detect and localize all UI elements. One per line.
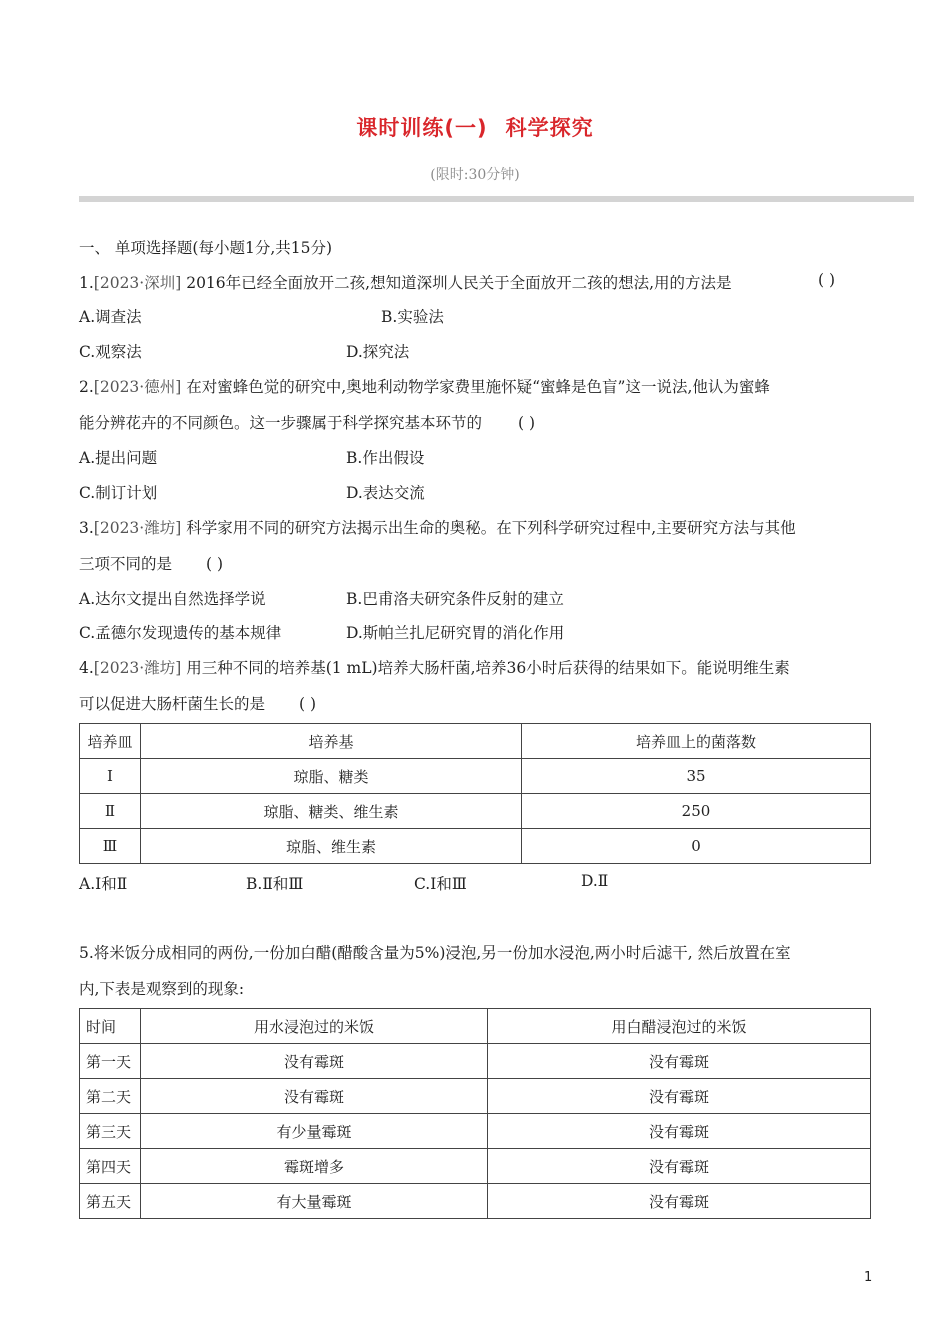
table-cell: 0 [522,829,871,864]
q4-option-b: B.Ⅱ和Ⅲ [246,875,304,893]
table-cell: 没有霉斑 [488,1079,871,1114]
q3-option-d: D.斯帕兰扎尼研究胃的消化作用 [346,624,565,642]
table-cell: 琼脂、维生素 [141,829,522,864]
q5-stem-line2: 内,下表是观察到的现象: [79,980,245,998]
page-number: 1 [864,1270,873,1285]
q1-stem [79,271,874,293]
q4-option-a: A.Ⅰ和Ⅱ [79,875,128,893]
q4-stem-line1 [79,656,874,678]
q1-option-d: D.探究法 [346,343,410,361]
table-row [80,759,871,794]
table-header-row [80,1009,871,1044]
time-limit: (限时:30分钟) [430,167,520,183]
q5-number: 5. [79,944,94,962]
q2-number: 2. [79,378,94,396]
q3-text-1: 科学家用不同的研究方法揭示出生命的奥秘。在下列科学研究过程中,主要研究方法与其他 [186,519,796,537]
table-cell: 第二天 [80,1079,141,1114]
q1-text: 2016年已经全面放开二孩,想知道深圳人民关于全面放开二孩的想法,用的方法是 [186,274,732,292]
table-cell: 35 [522,759,871,794]
q1-source: [2023·深圳] [93,274,182,292]
table-cell: 没有霉斑 [141,1079,488,1114]
table-cell: 250 [522,794,871,829]
q4-answer-paren: ( ) [299,695,317,713]
q1-option-b: B.实验法 [381,308,444,326]
table-cell: Ⅱ [80,794,141,829]
q2-stem-line2 [79,411,874,433]
table-cell: 没有霉斑 [488,1149,871,1184]
table-cell: 没有霉斑 [488,1184,871,1219]
table-row [80,794,871,829]
table-cell: 第四天 [80,1149,141,1184]
q3-option-c: C.孟德尔发现遗传的基本规律 [79,624,282,642]
table-row [80,1149,871,1184]
q2-answer-paren: ( ) [518,414,536,432]
section-heading: 一、 单项选择题(每小题1分,共15分) [79,239,333,257]
table-cell: 霉斑增多 [141,1149,488,1184]
q2-source: [2023·德州] [93,378,182,396]
table-cell: 没有霉斑 [488,1044,871,1079]
q1-option-c: C.观察法 [79,343,142,361]
q3-stem-line2 [79,552,874,574]
q5-text-1: 将米饭分成相同的两份,一份加白醋(醋酸含量为5%)浸泡,另一份加水浸泡,两小时后滤干, 然后放置在室 [93,944,791,962]
q2-text-2: 能分辨花卉的不同颜色。这一步骤属于科学探究基本环节的 [79,414,483,432]
q3-option-a: A.达尔文提出自然选择学说 [79,590,266,608]
table-cell: 有少量霉斑 [141,1114,488,1149]
q3-answer-paren: ( ) [206,555,224,573]
table-header-cell: 培养皿 [80,724,141,759]
header-divider [79,196,914,202]
q1-number: 1. [79,274,94,292]
title-topic: 科学探究 [505,116,594,140]
q4-option-c: C.Ⅰ和Ⅲ [414,875,467,893]
table-header-cell: 用白醋浸泡过的米饭 [488,1009,871,1044]
table-cell: 第五天 [80,1184,141,1219]
table-cell: 有大量霉斑 [141,1184,488,1219]
table-cell: 第三天 [80,1114,141,1149]
q2-option-d: D.表达交流 [346,484,425,502]
q2-option-c: C.制订计划 [79,484,158,502]
q3-text-2: 三项不同的是 [79,555,173,573]
table-header-cell: 培养基 [141,724,522,759]
table-cell: 没有霉斑 [488,1114,871,1149]
table-cell: 琼脂、糖类 [141,759,522,794]
q4-number: 4. [79,659,94,677]
page-title [0,112,950,142]
table-cell: 第一天 [80,1044,141,1079]
q4-option-d: D.Ⅱ [581,872,609,890]
table-row [80,1079,871,1114]
q4-table [79,723,871,864]
q4-source: [2023·潍坊] [93,659,182,677]
q1-answer-paren: ( ) [818,271,836,289]
table-cell: Ⅲ [80,829,141,864]
q2-stem-line1 [79,375,874,397]
q1-option-a: A.调查法 [79,308,142,326]
table-cell: 没有霉斑 [141,1044,488,1079]
q5-table [79,1008,871,1219]
table-row [80,829,871,864]
q3-option-b: B.巴甫洛夫研究条件反射的建立 [346,590,564,608]
table-header-cell: 时间 [80,1009,141,1044]
q3-source: [2023·潍坊] [93,519,182,537]
table-cell: 琼脂、糖类、维生素 [141,794,522,829]
q4-stem-line2 [79,692,874,714]
q3-number: 3. [79,519,94,537]
table-row [80,1184,871,1219]
q3-stem-line1 [79,516,874,538]
table-row [80,1044,871,1079]
table-row [80,1114,871,1149]
q2-text-1: 在对蜜蜂色觉的研究中,奥地利动物学家费里施怀疑“蜜蜂是色盲”这一说法,他认为蜜蜂 [186,378,770,396]
table-cell: Ⅰ [80,759,141,794]
q2-option-b: B.作出假设 [346,449,425,467]
q5-stem-line1 [79,941,874,963]
table-header-cell: 培养皿上的菌落数 [522,724,871,759]
q4-text-1: 用三种不同的培养基(1 mL)培养大肠杆菌,培养36小时后获得的结果如下。能说明维生素 [186,659,790,677]
table-header-cell: 用水浸泡过的米饭 [141,1009,488,1044]
q2-option-a: A.提出问题 [79,449,158,467]
q4-text-2: 可以促进大肠杆菌生长的是 [79,695,266,713]
title-main: 课时训练(一) [356,116,488,140]
table-header-row [80,724,871,759]
